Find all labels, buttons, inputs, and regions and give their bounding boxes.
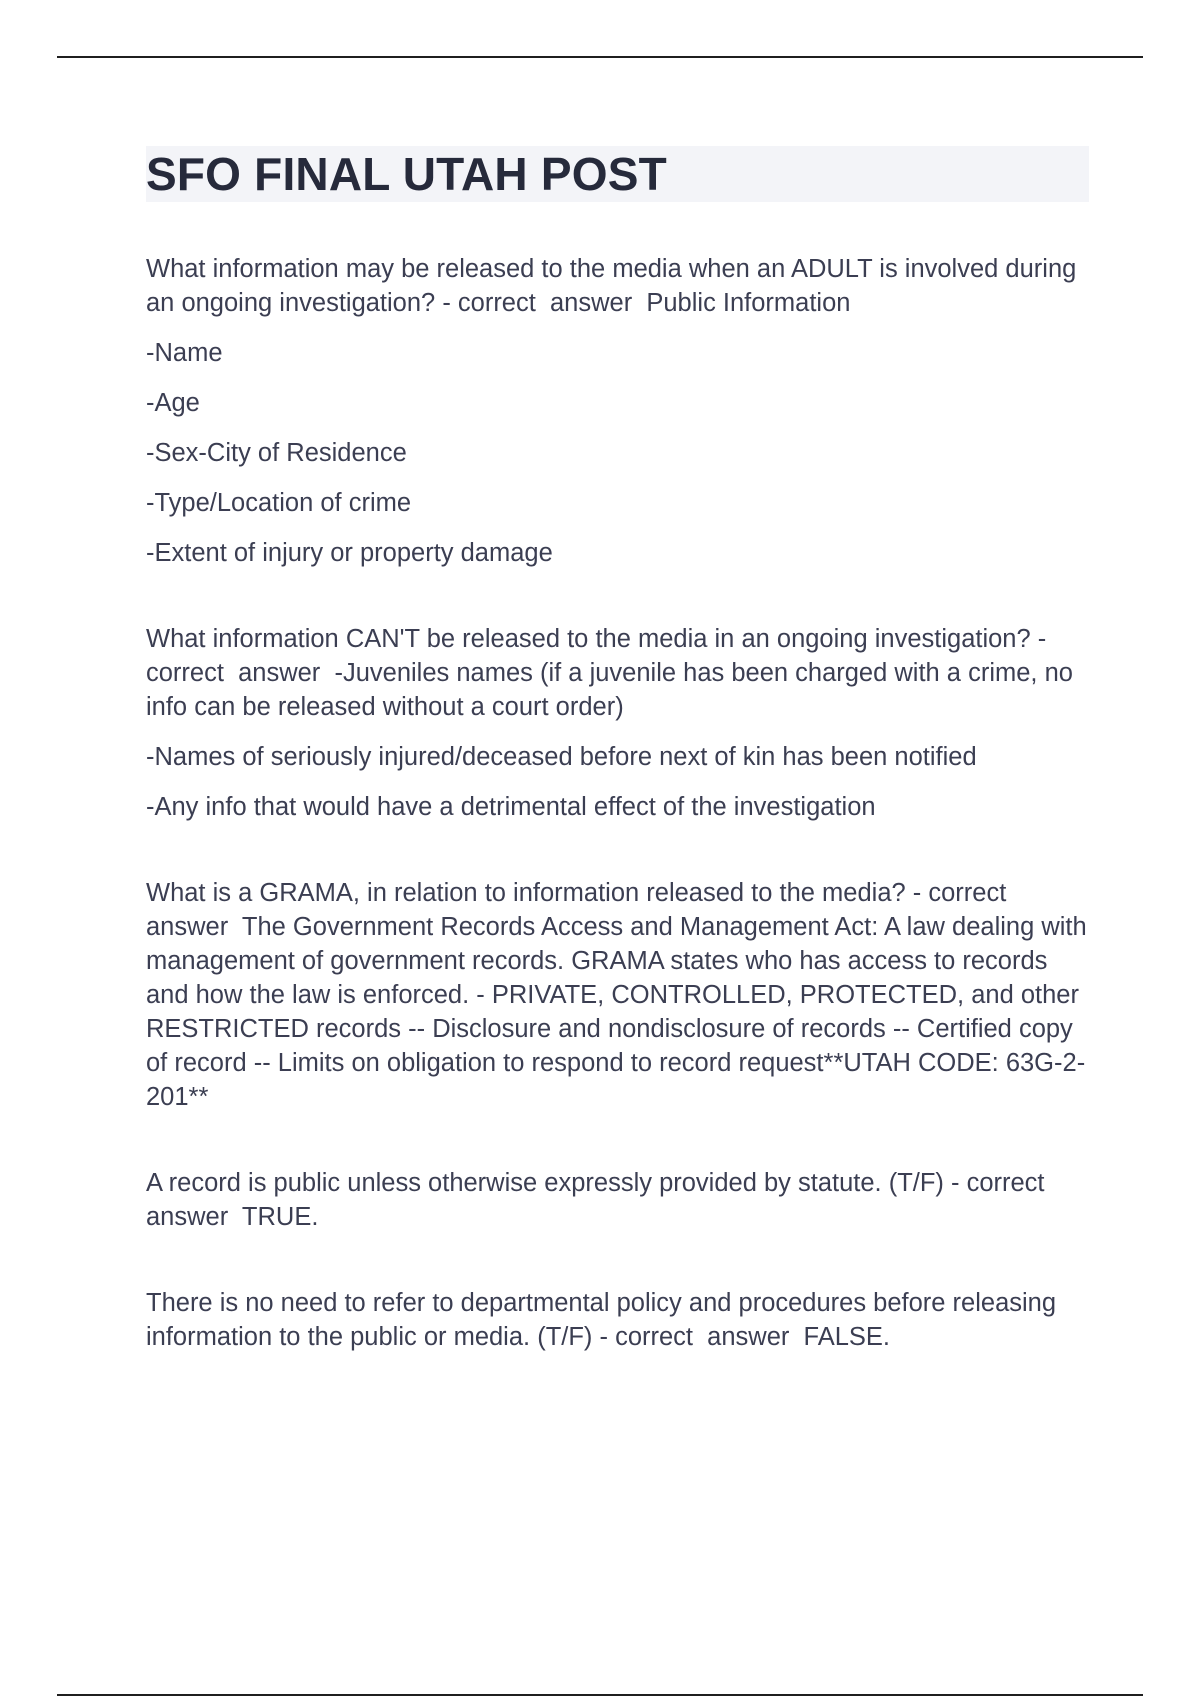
qa-card-5: [146, 1286, 1089, 1354]
qa-question: A record is public unless otherwise expressly provided by statute. (T/F) - correct answer TRUE.: [146, 1169, 1059, 1231]
qa-card-2: [146, 622, 1089, 824]
bottom-rule: [57, 1694, 1143, 1696]
qa-answer-line: -Extent of injury or property damage: [146, 539, 553, 567]
document-body: [146, 146, 1094, 1370]
title-band: [146, 146, 1089, 202]
qa-answer-line: -Type/Location of crime: [146, 489, 412, 517]
qa-answer-line: -Sex-City of Residence: [146, 439, 407, 467]
document-title: SFO FINAL UTAH POST: [146, 148, 667, 200]
qa-question: What information may be released to the media when an ADULT is involved during an ongoing investigation? - correct answer Public Information: [146, 255, 1084, 317]
qa-card-4: [146, 1166, 1089, 1234]
qa-card-3: [146, 876, 1094, 1114]
qa-answer-line: -Names of seriously injured/deceased before next of kin has been notified: [146, 743, 977, 771]
qa-question: What is a GRAMA, in relation to information released to the media? - correct answer The Government Records Access and Management Act: A law dealing with management of government records. GRAMA states who has access to records and how the law is enforced. - PRIVATE, CONTROLLED, PROTECTED, and other RESTRICTED records -- Disclosure and nondisclosure of records -- Certified copy of record -- Limits on obligation to respond to record request**UTAH CODE: 63G-2-201**: [146, 879, 1094, 1111]
qa-card-1: [146, 252, 1089, 570]
top-rule: [57, 56, 1143, 58]
qa-answer-line: -Name: [146, 339, 223, 367]
qa-question: What information CAN'T be released to the media in an ongoing investigation? - correct answer -Juveniles names (if a juvenile has been charged with a crime, no info can be released without a court order): [146, 625, 1081, 721]
qa-answer-line: -Any info that would have a detrimental effect of the investigation: [146, 793, 876, 821]
qa-answer-line: -Age: [146, 389, 200, 417]
qa-question: There is no need to refer to departmental policy and procedures before releasing information to the public or media. (T/F) - correct answer FALSE.: [146, 1289, 1064, 1351]
